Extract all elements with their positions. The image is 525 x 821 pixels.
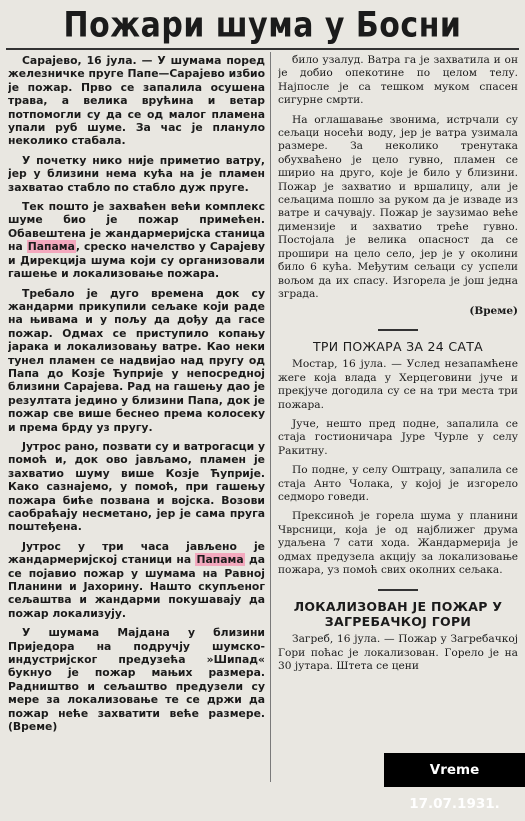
- section-rule: [378, 589, 418, 591]
- article-paragraph: Јутрос рано, позвати су и ватрогасци у помоћ и, док ово јављамо, пламен је захватио шуму више Козје Ћуприје. Како сазнајемо, у помоћ, при гашењу пожара биће позвана и војска. Возови саобраћају несметано, јер је сама пруга поштеђена.: [8, 439, 265, 534]
- column-separator: [270, 52, 271, 782]
- article-paragraph: Требало је дуго времена док су жандарми прикупили сељаке који раде на њивама и у пољу да дођу да гасе пожар. Одмах се приступило копању јарака и локализовању ватре. Као неки тунел пламен се надвијао над пругу од Папа до Козје Ћуприје у непосредној близини Сарајева. Рад на гашењу дао је резултата једино у близини Папа, док је пожар све више беснео према колосеку и према брду уз пругу.: [8, 286, 265, 434]
- article-paragraph: [8, 540, 265, 620]
- headline-rule: [6, 48, 519, 50]
- headline: Пожари шума у Босни: [63, 5, 462, 46]
- paragraph-text: да се појавио пожар у шумама на Равној Планини и Јахорину. Нашто скупљеног сељаштва и жандарми покушавају да пожар локализују.: [8, 553, 265, 620]
- highlighted-word: Папама: [27, 240, 75, 254]
- article-paragraph: било узалуд. Ватра га је захватила и он је добио опекотине по целом телу. Најпосле је са тешком муком спасен сигурне смрти.: [278, 54, 518, 107]
- subheading: ТРИ ПОЖАРА ЗА 24 САТА: [313, 339, 483, 355]
- article-paragraph: Прексиноћ је горела шума у планини Чврсници, која је од најближег друма удаљена 7 сати хода. Жандармерија је одмах предузела акцију за локализовање пожара, уз помоћ свих околних сељака.: [278, 510, 518, 576]
- article-paragraph: У почетку нико није приметио ватру, јер у близини нема кућа на је пламен захватао стабло по стабло дуж пруге.: [8, 153, 265, 194]
- article-paragraph: Мостар, 16 јула. — Услед незапамћене жеге која влада у Херцеговини јуче и прекјуче догодила су се на три места три пожара.: [278, 358, 518, 411]
- article-paragraph: Загреб, 16 јула. — Пожар у Загребачкој Гори поћас је локализован. Горело је на 30 јутара. Штета се цени: [278, 633, 518, 673]
- article-paragraph: У шумама Мајдана у близини Приједора на подручју шумско-индустријског предузећа »Шипад« букнуо је пожар мањих размера. Радништво и сељаштво предузели су мере за локализовање те се држи да пожар неће захватити веће размере. (Време): [8, 626, 265, 734]
- article-paragraph: Јуче, нешто пред подне, запалила се стаја гостионичара Јуре Чурле у селу Ракитну.: [278, 417, 518, 457]
- article-paragraph: Сарајево, 16 јула. — У шумама поред железничке пруге Папе—Сарајево избио је пожар. Прво се запалила осушена трава, а велика врућина и ветар потпомогли су да се од малог пламена упали руб шуме. За час је плануло неколико стабала.: [8, 54, 265, 148]
- source-signature: (Време): [469, 305, 518, 318]
- subheading: ЛОКАЛИЗОВАН ЈЕ ПОЖАР У ЗАГРЕБАЧКОЈ ГОРИ: [293, 599, 503, 630]
- highlighted-word: Папама: [196, 553, 244, 567]
- article-paragraph: На оглашавање звонима, истрчали су сељаци носећи воду, јер је ватра узимала размере. За неколико тренутака обухваћено је цело гувно, пламен се ширио на друго, које је било у близини. Пожар је захватио и вршалицу, али је сељацима пошло за руком да је изваде из ватре и сачувају. Пожар је заузимао веће димензије и захватио треће гувно. Постојала је велика опасност да се прошири на цело село, јер је у околини било 6 кућа. Међутим сељаци су успели вољом да их спасу. Изгорела је још једна зграда.: [278, 113, 518, 300]
- right-column: [278, 54, 518, 774]
- paragraph-text: , среско начелство у Сарајеву и Дирекција шума који су организовали гашење и локализовање пожара.: [8, 240, 265, 281]
- source-date-tag: Vreme 17.07.1931.: [384, 753, 525, 787]
- left-column: [8, 54, 265, 774]
- paragraph-text: Тек пошто је захваћен већи комплекс шуме био је пожар примећен. Обавештена је жандармеријска станица на: [8, 200, 265, 254]
- article-paragraph: [8, 200, 265, 280]
- section-rule: [378, 329, 418, 331]
- article-paragraph: По подне, у селу Оштрацу, запалила се стаја Анто Чолака, у којој је изгорело седморо говеди.: [278, 464, 518, 503]
- paragraph-text: Јутрос у три часа јављено је жандармеријској станици на: [8, 539, 265, 567]
